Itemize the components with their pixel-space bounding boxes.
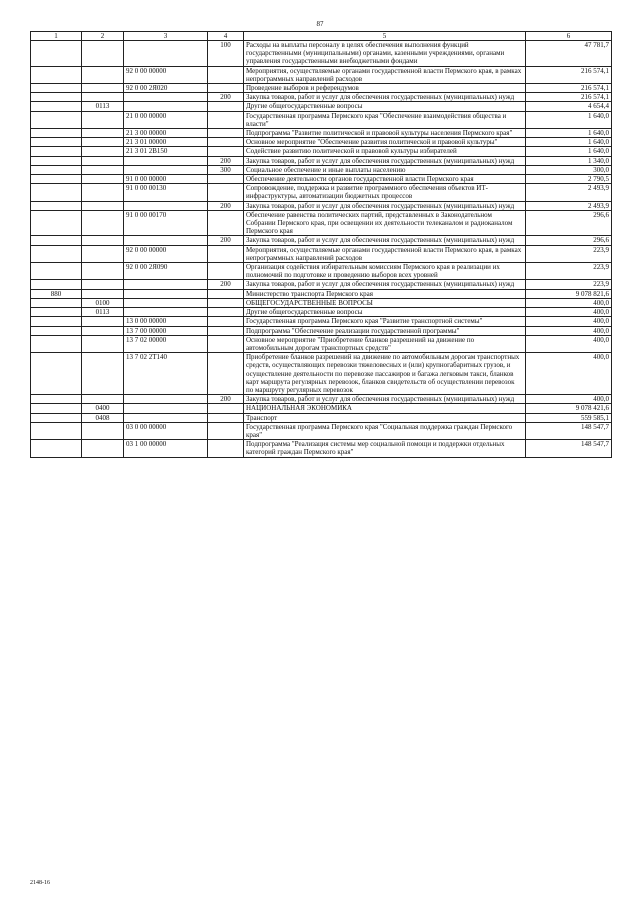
expense-type-cell: [208, 138, 244, 147]
target-article-cell: [124, 395, 208, 404]
description-cell: Закупка товаров, работ и услуг для обеспечения государственных (муниципальных) нужд: [244, 236, 526, 245]
table-row: [31, 66, 612, 83]
table-row: [31, 102, 612, 111]
ministry-code-cell: [31, 138, 82, 147]
amount-cell: 1 640,0: [526, 129, 612, 138]
ministry-code-cell: [31, 84, 82, 93]
amount-cell: 400,0: [526, 308, 612, 317]
amount-cell: 400,0: [526, 353, 612, 395]
expense-type-cell: [208, 298, 244, 307]
amount-cell: 400,0: [526, 317, 612, 326]
table-row: [31, 201, 612, 210]
header-col-1: 1: [31, 32, 82, 41]
description-cell: Содействие развитию политической и правовой культуры избирателей: [244, 147, 526, 156]
section-code-cell: [82, 93, 124, 102]
expense-type-cell: [208, 440, 244, 457]
table-header: [31, 32, 612, 41]
section-code-cell: [82, 84, 124, 93]
description-cell: Государственная программа Пермского края "Обеспечение взаимодействия общества и власти": [244, 111, 526, 128]
amount-cell: 223,9: [526, 280, 612, 289]
table-row: [31, 210, 612, 236]
description-cell: Министерство транспорта Пермского края: [244, 289, 526, 298]
expense-type-cell: [208, 66, 244, 83]
table-row: [31, 395, 612, 404]
expense-type-cell: [208, 326, 244, 335]
table-row: [31, 41, 612, 67]
table-row: [31, 156, 612, 165]
ministry-code-cell: [31, 147, 82, 156]
amount-cell: 47 781,7: [526, 41, 612, 67]
description-cell: Социальное обеспечение и иные выплаты населению: [244, 165, 526, 174]
expense-type-cell: 300: [208, 165, 244, 174]
ministry-code-cell: [31, 422, 82, 439]
section-code-cell: 0100: [82, 298, 124, 307]
ministry-code-cell: [31, 317, 82, 326]
section-code-cell: [82, 41, 124, 67]
section-code-cell: [82, 111, 124, 128]
ministry-code-cell: [31, 102, 82, 111]
expense-type-cell: [208, 184, 244, 201]
amount-cell: 223,9: [526, 245, 612, 262]
table-row: [31, 184, 612, 201]
expense-type-cell: 100: [208, 41, 244, 67]
target-article-cell: [124, 289, 208, 298]
target-article-cell: 92 0 00 2Я020: [124, 84, 208, 93]
ministry-code-cell: [31, 201, 82, 210]
expense-type-cell: 200: [208, 156, 244, 165]
header-col-5: 5: [244, 32, 526, 41]
section-code-cell: [82, 263, 124, 280]
expense-type-cell: 200: [208, 236, 244, 245]
table-row: [31, 84, 612, 93]
header-col-6: 6: [526, 32, 612, 41]
target-article-cell: [124, 165, 208, 174]
target-article-cell: [124, 41, 208, 67]
section-code-cell: [82, 156, 124, 165]
ministry-code-cell: [31, 236, 82, 245]
header-col-4: 4: [208, 32, 244, 41]
description-cell: Подпрограмма "Развитие политической и правовой культуры населения Пермского края": [244, 129, 526, 138]
amount-cell: 2 790,5: [526, 175, 612, 184]
section-code-cell: 0113: [82, 308, 124, 317]
expense-type-cell: [208, 263, 244, 280]
ministry-code-cell: [31, 210, 82, 236]
description-cell: Другие общегосударственные вопросы: [244, 308, 526, 317]
target-article-cell: [124, 93, 208, 102]
budget-table: [30, 31, 612, 458]
header-col-2: 2: [82, 32, 124, 41]
target-article-cell: [124, 404, 208, 413]
section-code-cell: [82, 175, 124, 184]
target-article-cell: [124, 156, 208, 165]
expense-type-cell: [208, 102, 244, 111]
description-cell: Обеспечение равенства политических партий, представленных в Законодательном Собрании Пермского края, при освещении их деятельности телеканалом и радиоканалом Пермского края: [244, 210, 526, 236]
section-code-cell: [82, 280, 124, 289]
table-row: [31, 236, 612, 245]
expense-type-cell: [208, 84, 244, 93]
section-code-cell: [82, 353, 124, 395]
target-article-cell: 21 0 00 00000: [124, 111, 208, 128]
target-article-cell: [124, 298, 208, 307]
table-row: [31, 165, 612, 174]
expense-type-cell: [208, 210, 244, 236]
description-cell: Закупка товаров, работ и услуг для обеспечения государственных (муниципальных) нужд: [244, 156, 526, 165]
section-code-cell: [82, 422, 124, 439]
amount-cell: 300,0: [526, 165, 612, 174]
section-code-cell: [82, 245, 124, 262]
table-row: [31, 422, 612, 439]
expense-type-cell: [208, 353, 244, 395]
section-code-cell: [82, 335, 124, 352]
amount-cell: 400,0: [526, 298, 612, 307]
expense-type-cell: [208, 289, 244, 298]
table-row: [31, 317, 612, 326]
ministry-code-cell: [31, 156, 82, 165]
header-col-3: 3: [124, 32, 208, 41]
ministry-code-cell: [31, 129, 82, 138]
table-row: [31, 280, 612, 289]
target-article-cell: 13 7 00 00000: [124, 326, 208, 335]
section-code-cell: [82, 317, 124, 326]
expense-type-cell: [208, 317, 244, 326]
description-cell: Закупка товаров, работ и услуг для обеспечения государственных (муниципальных) нужд: [244, 93, 526, 102]
target-article-cell: [124, 280, 208, 289]
ministry-code-cell: [31, 175, 82, 184]
expense-type-cell: [208, 245, 244, 262]
expense-type-cell: 200: [208, 93, 244, 102]
expense-type-cell: [208, 404, 244, 413]
section-code-cell: [82, 147, 124, 156]
amount-cell: 216 574,1: [526, 93, 612, 102]
ministry-code-cell: [31, 335, 82, 352]
amount-cell: 400,0: [526, 335, 612, 352]
table-row: [31, 289, 612, 298]
ministry-code-cell: [31, 298, 82, 307]
target-article-cell: [124, 201, 208, 210]
ministry-code-cell: [31, 404, 82, 413]
expense-type-cell: [208, 413, 244, 422]
table-row: [31, 404, 612, 413]
expense-type-cell: [208, 335, 244, 352]
target-article-cell: 21 3 01 00000: [124, 138, 208, 147]
amount-cell: 559 585,1: [526, 413, 612, 422]
amount-cell: 1 640,0: [526, 147, 612, 156]
description-cell: Обеспечение деятельности органов государственной власти Пермского края: [244, 175, 526, 184]
table-body: [31, 41, 612, 458]
amount-cell: 9 078 821,6: [526, 289, 612, 298]
description-cell: Закупка товаров, работ и услуг для обеспечения государственных (муниципальных) нужд: [244, 201, 526, 210]
amount-cell: 148 547,7: [526, 440, 612, 457]
section-code-cell: [82, 129, 124, 138]
amount-cell: 296,6: [526, 210, 612, 236]
ministry-code-cell: [31, 41, 82, 67]
expense-type-cell: [208, 111, 244, 128]
target-article-cell: 91 0 00 00170: [124, 210, 208, 236]
target-article-cell: 03 0 00 00000: [124, 422, 208, 439]
description-cell: ОБЩЕГОСУДАРСТВЕННЫЕ ВОПРОСЫ: [244, 298, 526, 307]
amount-cell: 2 493,9: [526, 201, 612, 210]
section-code-cell: [82, 289, 124, 298]
target-article-cell: [124, 236, 208, 245]
ministry-code-cell: [31, 353, 82, 395]
amount-cell: 296,6: [526, 236, 612, 245]
table-row: [31, 326, 612, 335]
description-cell: Основное мероприятие "Обеспечение развития политической и правовой культуры": [244, 138, 526, 147]
ministry-code-cell: [31, 245, 82, 262]
ministry-code-cell: [31, 308, 82, 317]
ministry-code-cell: [31, 263, 82, 280]
table-row: [31, 138, 612, 147]
target-article-cell: 21 3 01 2В150: [124, 147, 208, 156]
amount-cell: 9 078 421,6: [526, 404, 612, 413]
table-row: [31, 413, 612, 422]
target-article-cell: 13 0 00 00000: [124, 317, 208, 326]
amount-cell: 216 574,1: [526, 84, 612, 93]
footer-code: 2148-16: [30, 880, 50, 886]
ministry-code-cell: [31, 66, 82, 83]
expense-type-cell: [208, 308, 244, 317]
table-row: [31, 308, 612, 317]
section-code-cell: [82, 165, 124, 174]
section-code-cell: 0400: [82, 404, 124, 413]
description-cell: Мероприятия, осуществляемые органами государственной власти Пермского края, в рамках непрограммных направлений расходов: [244, 66, 526, 83]
target-article-cell: [124, 308, 208, 317]
amount-cell: 400,0: [526, 326, 612, 335]
target-article-cell: 13 7 02 2Т140: [124, 353, 208, 395]
target-article-cell: 92 0 00 2Я090: [124, 263, 208, 280]
table-row: [31, 175, 612, 184]
table-row: [31, 298, 612, 307]
table-row: [31, 129, 612, 138]
page-number: 87: [316, 20, 324, 28]
description-cell: Подпрограмма "Обеспечение реализации государственной программы": [244, 326, 526, 335]
ministry-code-cell: [31, 165, 82, 174]
amount-cell: 1 640,0: [526, 111, 612, 128]
ministry-code-cell: 880: [31, 289, 82, 298]
section-code-cell: [82, 201, 124, 210]
description-cell: Государственная программа Пермского края "Развитие транспортной системы": [244, 317, 526, 326]
section-code-cell: 0408: [82, 413, 124, 422]
amount-cell: 223,9: [526, 263, 612, 280]
description-cell: НАЦИОНАЛЬНАЯ ЭКОНОМИКА: [244, 404, 526, 413]
target-article-cell: [124, 413, 208, 422]
table-row: [31, 245, 612, 262]
expense-type-cell: 200: [208, 201, 244, 210]
description-cell: Закупка товаров, работ и услуг для обеспечения государственных (муниципальных) нужд: [244, 395, 526, 404]
amount-cell: 148 547,7: [526, 422, 612, 439]
section-code-cell: 0113: [82, 102, 124, 111]
ministry-code-cell: [31, 93, 82, 102]
header-row: [31, 32, 612, 41]
ministry-code-cell: [31, 395, 82, 404]
target-article-cell: 92 0 00 00000: [124, 245, 208, 262]
amount-cell: 1 340,0: [526, 156, 612, 165]
description-cell: Подпрограмма "Реализация системы мер социальной помощи и поддержки отдельных категорий граждан Пермского края": [244, 440, 526, 457]
description-cell: Организация содействия избирательным комиссиям Пермского края в реализации их полномочий по подготовке и проведению выборов всех уровней: [244, 263, 526, 280]
target-article-cell: 21 3 00 00000: [124, 129, 208, 138]
ministry-code-cell: [31, 280, 82, 289]
description-cell: Транспорт: [244, 413, 526, 422]
amount-cell: 4 654,4: [526, 102, 612, 111]
expense-type-cell: [208, 175, 244, 184]
expense-type-cell: 200: [208, 395, 244, 404]
ministry-code-cell: [31, 413, 82, 422]
expense-type-cell: [208, 422, 244, 439]
table-row: [31, 335, 612, 352]
ministry-code-cell: [31, 111, 82, 128]
target-article-cell: 03 1 00 00000: [124, 440, 208, 457]
section-code-cell: [82, 440, 124, 457]
table-row: [31, 93, 612, 102]
table-row: [31, 440, 612, 457]
amount-cell: 2 493,9: [526, 184, 612, 201]
target-article-cell: 91 0 00 00130: [124, 184, 208, 201]
section-code-cell: [82, 184, 124, 201]
table-row: [31, 111, 612, 128]
description-cell: Закупка товаров, работ и услуг для обеспечения государственных (муниципальных) нужд: [244, 280, 526, 289]
section-code-cell: [82, 236, 124, 245]
description-cell: Мероприятия, осуществляемые органами государственной власти Пермского края, в рамках непрограммных направлений расходов: [244, 245, 526, 262]
description-cell: Другие общегосударственные вопросы: [244, 102, 526, 111]
amount-cell: 216 574,1: [526, 66, 612, 83]
description-cell: Основное мероприятие "Приобретение бланков разрешений на движение по автомобильным дорогам транспортных средств": [244, 335, 526, 352]
description-cell: Государственная программа Пермского края "Социальная поддержка граждан Пермского края": [244, 422, 526, 439]
target-article-cell: [124, 102, 208, 111]
target-article-cell: 92 0 00 00000: [124, 66, 208, 83]
description-cell: Сопровождение, поддержка и развитие программного обеспечения объектов ИТ-инфраструктуры, автоматизации бюджетных процессов: [244, 184, 526, 201]
section-code-cell: [82, 326, 124, 335]
amount-cell: 400,0: [526, 395, 612, 404]
table-row: [31, 147, 612, 156]
ministry-code-cell: [31, 184, 82, 201]
description-cell: Проведение выборов и референдумов: [244, 84, 526, 93]
table-row: [31, 263, 612, 280]
target-article-cell: 91 0 00 00000: [124, 175, 208, 184]
expense-type-cell: 200: [208, 280, 244, 289]
section-code-cell: [82, 210, 124, 236]
section-code-cell: [82, 395, 124, 404]
expense-type-cell: [208, 147, 244, 156]
description-cell: Расходы на выплаты персоналу в целях обеспечения выполнения функций государственными (муниципальными) органами, казенными учреждениями, органами управления государственными внебюджетными фондами: [244, 41, 526, 67]
ministry-code-cell: [31, 440, 82, 457]
amount-cell: 1 640,0: [526, 138, 612, 147]
expense-type-cell: [208, 129, 244, 138]
description-cell: Приобретение бланков разрешений на движение по автомобильным дорогам транспортных средств, осуществляющих перевозки тяжеловесных и (или) крупногабаритных грузов, и осуществление деятельности по перевозке пассажиров и багажа легковым такси, бланков карт маршрута регулярных перевозок, бланков свидетельств об осуществлении перевозок по маршруту регулярных перевозок: [244, 353, 526, 395]
table-row: [31, 353, 612, 395]
section-code-cell: [82, 138, 124, 147]
ministry-code-cell: [31, 326, 82, 335]
target-article-cell: 13 7 02 00000: [124, 335, 208, 352]
section-code-cell: [82, 66, 124, 83]
